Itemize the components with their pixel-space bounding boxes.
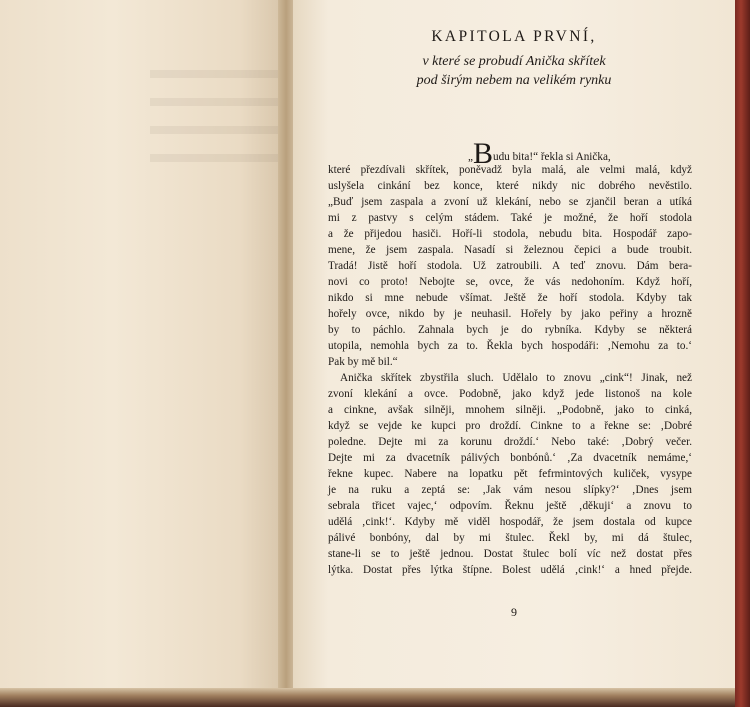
text-line: a cinkne, avšak silněji, mnohem silněji. „Podobně, jako to cinká, xyxy=(328,404,692,416)
first-line-text: udu bita!“ řekla si Anička, xyxy=(492,151,611,163)
text-line: uslyšela cinkání bez konce, které nikdy nic dobrého nevěstilo. xyxy=(328,180,692,192)
text-line-last: Pak by mě bil.“ xyxy=(328,356,398,368)
page-bottom-edge xyxy=(0,688,735,707)
text-line: a že přijedou hasiči. Hoří-li stodola, nebudu bita. Hospodář zapo- xyxy=(328,228,692,240)
text-line: řekne kupec. Nabere na lopatku pět fefrmintových kuliček, vysype xyxy=(328,468,692,480)
text-line: utopila, nemohla bych za to. Řekla bych hospodáři: ‚Nemohu za to.‘ xyxy=(328,340,692,352)
text-line: by to páchlo. Zahnala bych je do rybníka. Kdyby se některá xyxy=(328,324,692,336)
left-page xyxy=(0,0,282,707)
text-line: je na ruku a zeptá se: ‚Jak vám nesou slípky?‘ ‚Dnes jsem xyxy=(328,484,692,496)
text-line: Tradá! Jistě hoří stodola. Už zatroubili. A teď znovu. Dám bera- xyxy=(328,260,692,272)
text-line: sebrala třicet vajec,‘ odpovím. Řeknu ještě ‚děkuji‘ a znovu to xyxy=(328,500,692,512)
text-line: když se vejde ke kupci pro droždí. Cinkne to a řekne se: ‚Dobré xyxy=(328,420,692,432)
text-line: lýtka. Dostat přes lýtka štípne. Bolest udělá ‚cink!‘ a hned přejde. xyxy=(328,564,692,576)
page-number: 9 xyxy=(511,605,517,619)
text-line: mene, že jsem zaspala. Nasadí si železnou čepici a bude troubit. xyxy=(328,244,692,256)
text-line: pálivé bonbóny, dal by mi štulec. Řekl by, mi dá štulec, xyxy=(328,532,692,544)
show-through-text xyxy=(150,70,280,210)
opening-quote: „ xyxy=(468,151,473,163)
subtitle-line: pod širým nebem na velikém rynku xyxy=(416,73,612,88)
text-line: nikdo si mne nebude všímat. Ještě že hoří stodola. Kdyby tak xyxy=(328,292,692,304)
subtitle-line: v které se probudí Anička skřítek xyxy=(422,54,606,69)
text-line: Dejte mi za dvacetník pálivých bonbónů.‘ ‚Za dvacetník nemáme,‘ xyxy=(328,452,692,464)
text-line-indent: Anička skřítek zbystřila sluch. Udělalo to znovu „cink“! Jinak, než xyxy=(340,372,692,384)
text-line: hořely ovce, nikdo by je neuhasil. Hořely by jako peřiny a hrozně xyxy=(328,308,692,320)
text-line: „Buď jsem zaspala a zvoní už klekání, nebo se zjančil beran a utíká xyxy=(328,196,692,208)
chapter-title: KAPITOLA PRVNÍ, xyxy=(431,28,597,45)
cover-edge xyxy=(735,0,750,707)
text-line: udělá ‚cink!‘. Kdyby mě viděl hospodář, že jsem dostala od kupce xyxy=(328,516,692,528)
chapter-subtitle xyxy=(293,52,735,90)
text-line: zvoní klekání a ovce. Podobně, jako když jede listonoš na kole xyxy=(328,388,692,400)
drop-cap: B xyxy=(472,137,493,170)
text-line: novi co proto! Nebojte se, ovce, že vás nedohoním. Když hoří, xyxy=(328,276,692,288)
text-line: mi z pastvy s celým stádem. Také je možné, že hoří stodola xyxy=(328,212,692,224)
text-line: poledne. Dejte mi za korunu droždí.‘ Nebo také: ‚Dobrý večer. xyxy=(328,436,692,448)
chapter-body xyxy=(328,137,692,578)
text-line: které přezdívali skřítek, poněvadž byla malá, ale velmi malá, když xyxy=(328,164,692,176)
text-line: stane-li se to ještě jednou. Dostat štulec bolí víc než dostat přes xyxy=(328,548,692,560)
